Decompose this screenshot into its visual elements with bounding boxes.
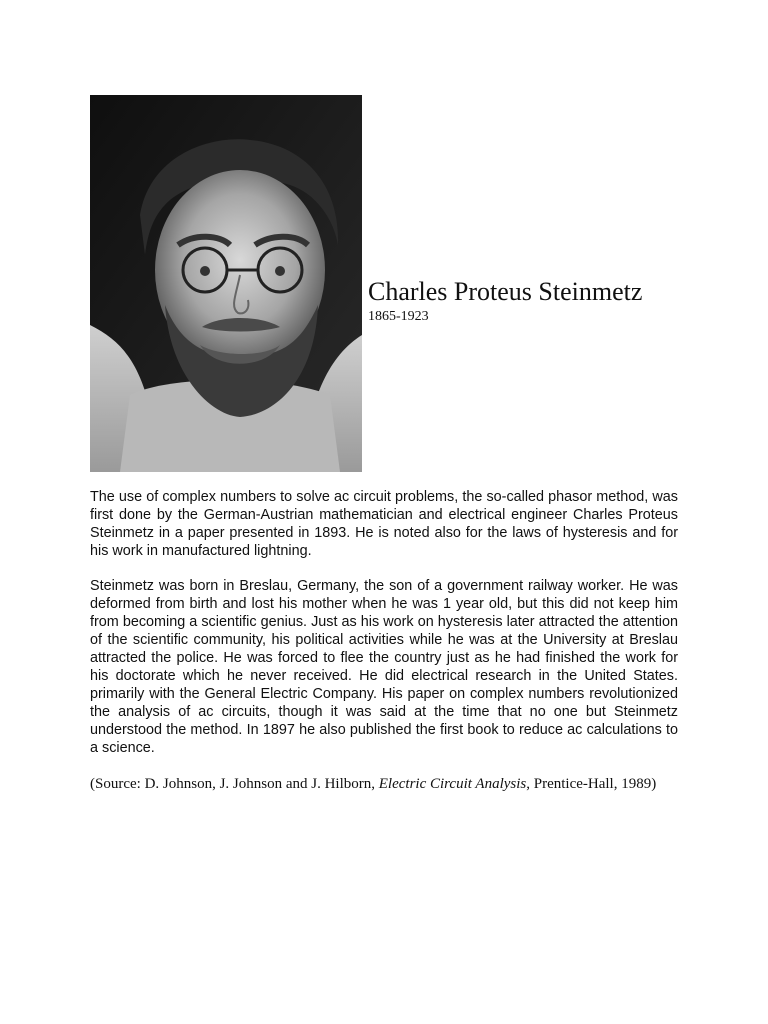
source-book-title: Electric Circuit Analysis bbox=[378, 776, 527, 792]
source-suffix: , Prentice-Hall, 1989) bbox=[526, 776, 657, 792]
person-name: Charles Proteus Steinmetz bbox=[368, 277, 643, 306]
portrait-photo bbox=[90, 95, 362, 472]
source-citation bbox=[90, 774, 710, 794]
source-prefix: (Source: D. Johnson, J. Johnson and J. Hilborn, bbox=[90, 776, 379, 792]
life-years: 1865-1923 bbox=[368, 309, 429, 324]
bio-paragraph-1: The use of complex numbers to solve ac circuit problems, the so-called phasor method, was first done by the German-Austrian mathematician and electrical engineer Charles Proteus Steinmetz in a paper presented in 1893. He is noted also for the laws of hysteresis and for his work in manufactured lightning. bbox=[90, 489, 678, 559]
portrait-photo-icon bbox=[90, 95, 362, 472]
bio-paragraph-2: Steinmetz was born in Breslau, Germany, the son of a government railway worker. He was deformed from birth and lost his mother when he was 1 year old, but this did not keep him from becoming a scientific genius. Just as his work on hysteresis later attracted the attention of the scientific community, his political activities while he was at the University at Breslau attracted the police. He was forced to flee the country just as he had finished the work for his doctorate which he never received. He did electrical research in the United States. primarily with the General Electric Company. His paper on complex numbers revolutionized the analysis of ac circuits, though it was said at the time that no one but Steinmetz understood the method. In 1897 he also published the first book to reduce ac calculations to a science. bbox=[90, 578, 678, 756]
